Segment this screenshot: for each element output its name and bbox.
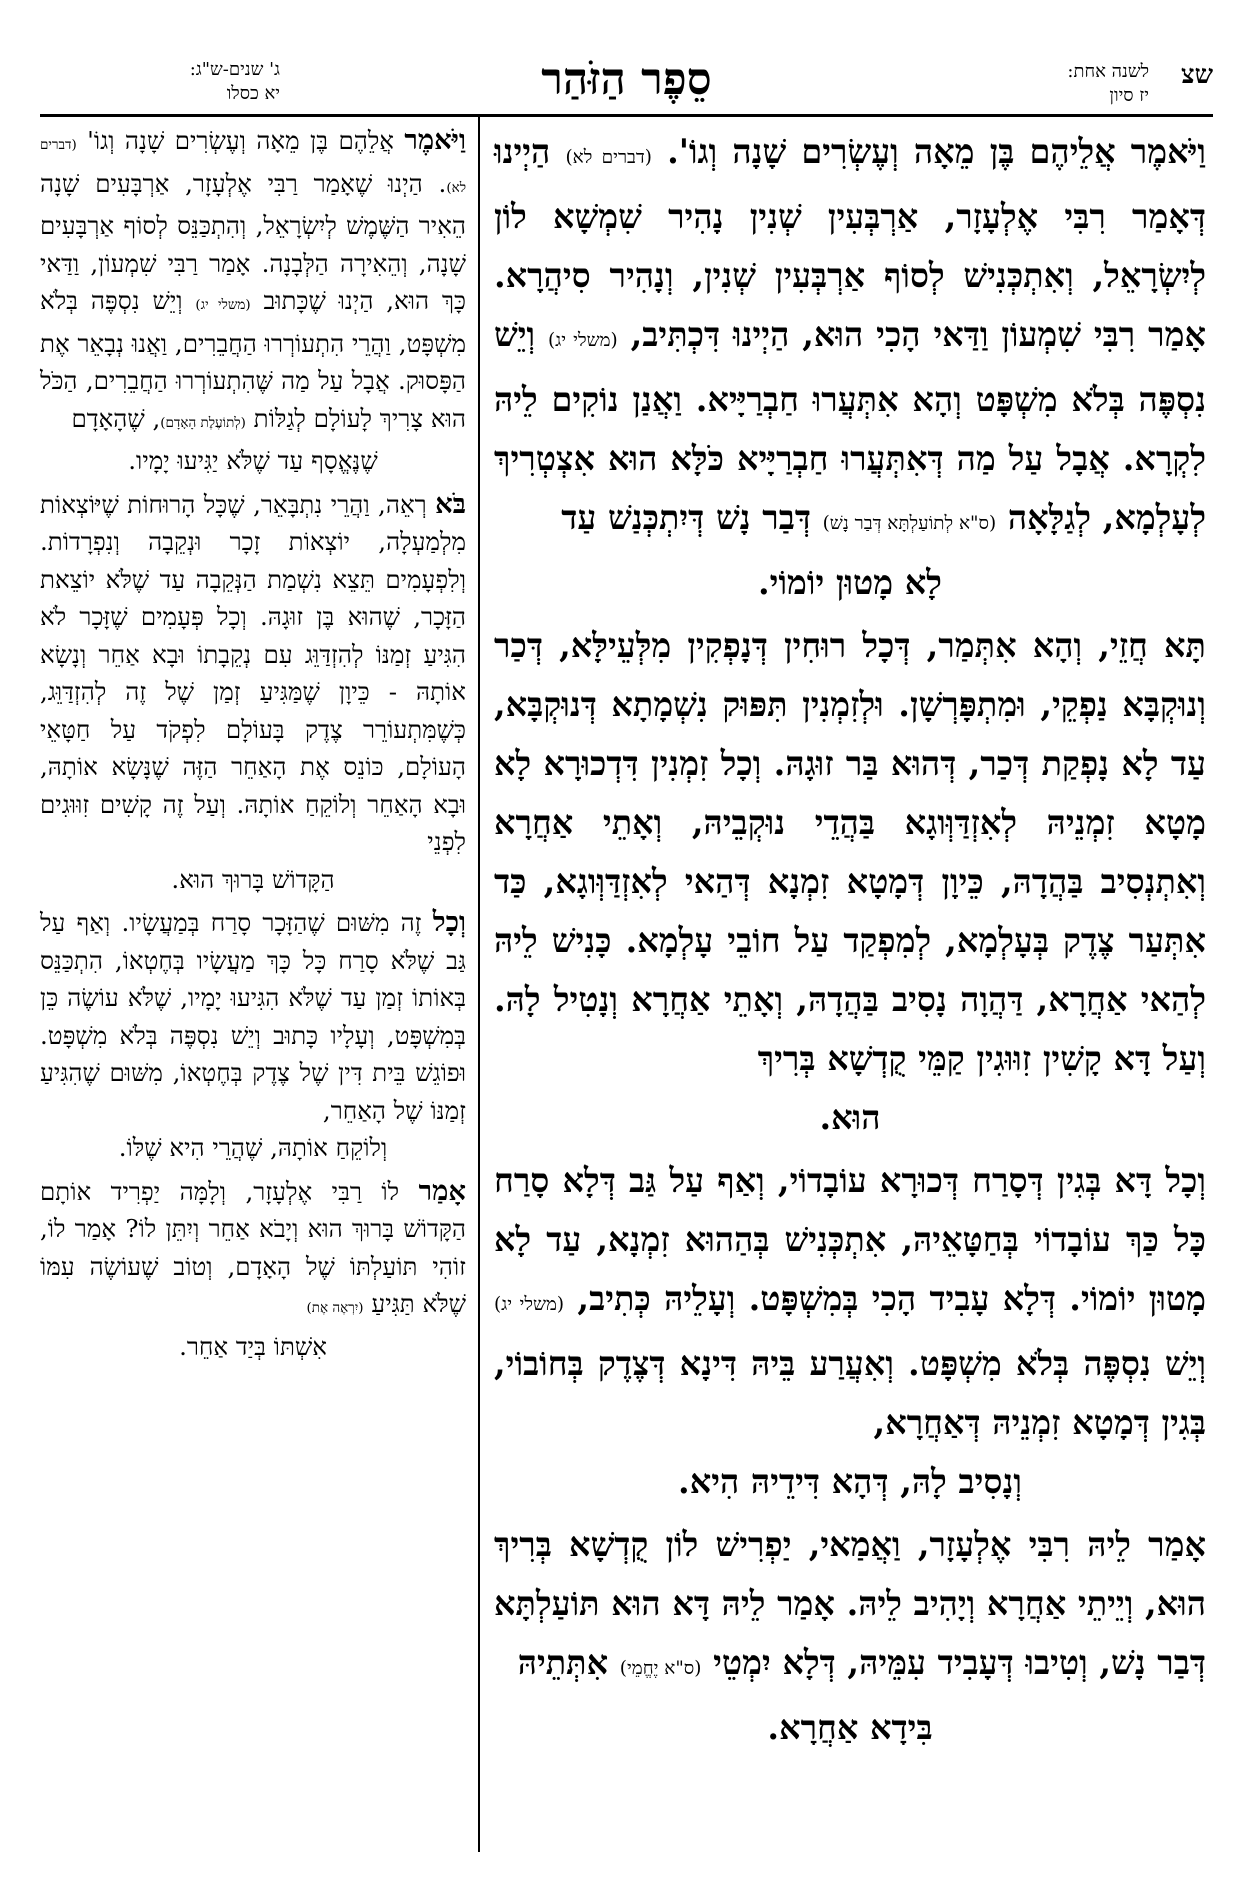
- hebrew-last-line: הַקָּדוֹשׁ בָּרוּךְ הוּא.: [171, 864, 335, 894]
- aramaic-last-line: וְנָסִיב לָהּ, דְּהָא דִּידֵיהּ הִיא.: [678, 1462, 1022, 1501]
- aramaic-text: הַיְינוּ דְּאָמַר רִבִּי אֶלְעָזָר, אַרְבְּעִין שְׁנִין נָהִיר שִׁמְשָׁא לוֹן לְיִשְׂרָאֵל, וְאִתְכְּנִישׁ לְסוֹף אַרְבְּעִין שְׁנִין, וְנָהִיר סִיהֲרָא. אָמַר רִבִּי שִׁמְעוֹן וַדַּאי הָכִי הוּא, הַיְינוּ דִּכְתִּיב,: [494, 132, 1206, 354]
- header-right-date: [1067, 60, 1149, 108]
- hebrew-paragraph-3: [40, 904, 466, 1167]
- aramaic-verse: וַיֹּאמֶר אֲלֵיהֶם בֶּן מֵאָה וְעֶשְׂרִים שָׁנָה וְגוֹ'.: [667, 132, 1206, 171]
- source-reference: (משלי יג): [195, 297, 251, 313]
- hebrew-text: רְאֵה, וַהֲרֵי נִתְבָּאֵר, שֶׁכָּל הָרוּחוֹת שֶׁיּוֹצְאוֹת מִלְמַעְלָה, יוֹצְאוֹת זָכָר וּנְקֵבָה וְנִפְרָדוֹת. וְלִפְעָמִים תֵּצֵא נִשְׁמַת הַנְּקֵבָה עַד שֶׁלֹּא יוֹצֵאת הַזָּכָר, שֶׁהוּא בֶּן זוּגָהּ. וְכָל פְּעָמִים שֶׁזָּכָר לֹא הִגִּיעַ זְמַנּוֹ לְהִזְדַּוֵּג עִם נְקֵבָתוֹ וּבָא אַחֵר וְנָשָׂא אוֹתָהּ - כֵּיוָן שֶׁמַּגִּיעַ זְמַן שֶׁל זֶה לְהִזְדַּוֵּג, כְּשֶׁמִּתְעוֹרֵר צֶדֶק בָּעוֹלָם לִפְקֹד עַל חַטָּאֵי הָעוֹלָם, כּוֹנֵס אֶת הָאַחֵר הַזֶּה שֶׁנָּשָׂא אוֹתָהּ, וּבָא הָאַחֵר וְלוֹקֵחַ אוֹתָהּ. וְעַל זֶה קָשִׁים זִוּוּגִים לִפְנֵי: [40, 489, 466, 856]
- aramaic-column: [494, 122, 1206, 1852]
- variant-reading: (לְתוֹעֶלֶת הָאָדָם): [160, 414, 246, 431]
- hebrew-translation-column: [40, 122, 466, 1852]
- hebrew-text: וְיֵשׁ נִסְפֶּה בְּלֹא מִשְׁפָּט, וַהֲרֵי הִתְעוֹרְרוּ הַחֲבֵרִים, וַאֲנוּ נְבָאֵר אֶת הַפָּסוּק. אֲבָל עַל מַה שֶּׁהִתְעוֹרְרוּ הַחֲבֵרִים, הַכֹּל הוּא צָרִיךְ לָעוֹלָם לְגַלּוֹת: [40, 286, 466, 433]
- hebrew-text: לוֹ רַבִּי אֶלְעָזָר, וְלָמָּה יַפְרִיד אוֹתָם הַקָּדוֹשׁ בָּרוּךְ הוּא וְיָבֹא אַחֵר וְיִתֵּן לוֹ? אָמַר לוֹ, זוֹהִי תּוֹעַלְתּוֹ שֶׁל הָאָדָם, וְטוֹב שֶׁעוֹשֶׂה עִמּוֹ שֶׁלֹּא תַּגִּיעַ: [40, 1176, 466, 1318]
- hebrew-paragraph-4: [40, 1173, 466, 1366]
- hebrew-text: אֲלֵהֶם בֶּן מֵאָה וְעֶשְׂרִים שָׁנָה וְגוֹ': [87, 126, 395, 155]
- page-number: שצ: [1180, 60, 1213, 90]
- aramaic-text: תָּא חֲזֵי, וְהָא אִתְּמַר, דְּכָל רוּחִין דְּנָפְקִין מִלְּעֵילָּא, דְּכַר וְנוּקְבָּא נַפְקֵי, וּמִתְפָּרְשָׁן. וּלְזִמְנִין תִּפּוּק נִשְׁמָתָא דְּנוּקְבָּא, עַד לָא נָפְקַת דְּכַר, דְּהוּא בַּר זוּגָהּ. וְכָל זִמְנִין דִּדְכוּרָא לָא מָטָא זִמְנֵיהּ לְאִזְדַּוְּוגָא בַּהֲדֵי נוּקְבֵיהּ, וְאָתֵי אַחֲרָא וְאִתְנְסִיב בַּהֲדָהּ, כֵּיוָן דְּמָטָא זִמְנָא דְּהַאי לְאִזְדַּוְּוגָא, כַּד אִתְּעַר צֶדֶק בְּעָלְמָא, לְמִפְקַד עַל חוֹבֵי עָלְמָא. כָּנִישׁ לֵיהּ לְהַאי אַחֲרָא, דַּהֲוָה נָסִיב בַּהֲדָהּ, וְאָתֵי אַחֲרָא וְנָטִיל לָהּ. וְעַל דָּא קָשִׁין זִוּוּגִין קַמֵּי קֻדְשָׁא בְּרִיךְ: [494, 626, 1206, 1078]
- aramaic-text: וְיֵשׁ נִסְפֶּה בְּלֹא מִשְׁפָּט וְהָא אִתְּעֲרוּ חַבְרַיָּיא. וַאֲנַן נוֹקִים לֵיהּ לִקְרָא. אֲבָל עַל מַה דְּאִתְּעֲרוּ חַבְרַיָּיא כֹּלָּא הוּא אִצְטְרִיךְ לְעָלְמָא, לְגַלָּאָה: [494, 315, 1206, 537]
- variant-reading: (ס"א יֶחֱמֵי): [619, 1658, 702, 1679]
- header-year-date: יז סיון: [1109, 85, 1149, 106]
- source-reference: (דברים לא): [565, 147, 652, 168]
- hebrew-last-line: אִשְׁתּוֹ בְּיַד אַחֵר.: [179, 1331, 327, 1361]
- header-schedule-label: ג' שנים-ש"ג:: [189, 59, 280, 80]
- source-reference: (משלי יג): [547, 330, 618, 351]
- paragraph-opener: וַיֹּאמֶר: [404, 124, 466, 156]
- aramaic-paragraph-3: [494, 1151, 1206, 1511]
- aramaic-text: אִתְּתֵיהּ: [517, 1643, 609, 1682]
- variant-reading: (ס"א לְתוֹעַלְתָּא דְּבַר נָשׁ): [822, 513, 997, 534]
- paragraph-opener: וְכָל: [432, 906, 466, 938]
- paragraph-opener: בֹּא: [435, 487, 466, 520]
- source-reference: (משלי יג): [494, 1294, 565, 1315]
- hebrew-text: זֶה מִשּׁוּם שֶׁהַזָּכָר סָרַח בְּמַעֲשָׂיו. וְאַף עַל גַּב שֶׁלֹּא סָרַח כָּל כָּךְ מַעֲשָׂיו בְּחֶטְאוֹ, הִתְכַּנֵּס בְּאוֹתוֹ זְמַן עַד שֶׁלֹּא הִגִּיעוּ יָמָיו, שֶׁלֹּא עוֹשֶׂה כֵּן בְּמִשְׁפָּט, וְעָלָיו כָּתוּב וְיֵשׁ נִסְפֶּה בְּלֹא מִשְׁפָּט. וּפוֹגֵשׁ בֵּית דִּין שֶׁל צֶדֶק בְּחֶטְאוֹ, מִשּׁוּם שֶׁהִגִּיעַ זְמַנּוֹ שֶׁל הָאַחֵר,: [40, 908, 466, 1125]
- header-schedule-date: יא כסלו: [226, 83, 280, 104]
- aramaic-text: וְכָל דָּא בְּגִין דְּסָרַח דְּכוּרָא עוֹבָדוֹי, וְאַף עַל גַּב דְּלָא סָרַח כָּל כַּךְ עוֹבָדוֹי בְּחַטָּאֵיהּ, אִתְכְּנִישׁ בְּהַהוּא זִמְנָא, עַד לָא מָטוּן יוֹמוֹי. דְּלָא עָבִיד הָכִי בְּמִשְׁפָּט. וְעָלֵיהּ כְּתִיב,: [494, 1161, 1207, 1318]
- aramaic-last-line: הוּא.: [819, 1098, 881, 1137]
- hebrew-paragraph-1: [40, 122, 466, 480]
- aramaic-last-line: בִּידָא אַחֲרָא.: [767, 1708, 933, 1747]
- column-divider: [478, 117, 480, 1852]
- book-title: סֵפֶר הַזֹּהַר: [541, 54, 712, 105]
- hebrew-paragraph-2: [40, 486, 466, 899]
- aramaic-paragraph-2: [494, 616, 1206, 1147]
- page-header: [40, 52, 1213, 114]
- aramaic-last-line: לָא מָטוּן יוֹמוֹי.: [758, 563, 942, 602]
- hebrew-text: , שֶׁהָאָדָם: [71, 403, 161, 433]
- hebrew-last-line: וְלוֹקֵחַ אוֹתָהּ, שֶׁהֲרֵי הִיא שֶׁלּוֹ.: [118, 1133, 388, 1162]
- aramaic-paragraph-4: [494, 1515, 1206, 1757]
- source-reference: (דברים לא): [40, 137, 466, 196]
- hebrew-last-line: שֶׁנֶּאֱסָף עַד שֶׁלֹּא יַגִּיעוּ יָמָיו.: [128, 446, 378, 475]
- header-rule: [40, 114, 1213, 117]
- aramaic-text: דְּבַר נָשׁ דְּיִתְכְּנַשׁ עַד: [561, 498, 811, 537]
- header-year-label: לשנה אחת:: [1067, 61, 1149, 82]
- aramaic-text: וְיֵשׁ נִסְפֶּה בְּלֹא מִשְׁפָּט. וְאִעֲרַע בֵּיהּ דִּינָא דְּצֶדֶק בְּחוֹבוֹי, בְּגִין דְּמָטָא זִמְנֵיהּ דְּאַחֲרָא,: [494, 1344, 1206, 1442]
- hebrew-text: . הַיְנוּ שֶׁאָמַר רַבִּי אֶלְעָזָר, אַרְבָּעִים שָׁנָה הֵאִיר הַשֶּׁמֶשׁ לְיִשְׂרָאֵל, וְהִתְכַּנֵּס לְסוֹף אַרְבָּעִים שָׁנָה, וְהֵאִירָה הַלְּבָנָה. אָמַר רַבִּי שִׁמְעוֹן, וַדַּאי כָּךְ הוּא, הַיְנוּ שֶׁכָּתוּב: [40, 168, 466, 315]
- aramaic-text: אָמַר לֵיהּ רִבִּי אֶלְעָזָר, וַאֲמַאי, יַפְרִישׁ לוֹן קֻדְשָׁא בְּרִיךְ הוּא, וְיֵיתֵי אַחֲרָא וְיָהִיב לֵיהּ. אָמַר לֵיהּ דָּא הוּא תּוֹעַלְתָּא דְּבַר נָשׁ, וְטִיבוּ דְּעָבִיד עִמֵּיהּ, דְּלָא יִמְטֵי: [494, 1525, 1206, 1682]
- paragraph-opener: אָמַר: [418, 1174, 466, 1207]
- variant-reading: (יִרְאֶה אֶת): [306, 1300, 364, 1316]
- aramaic-paragraph-1: [494, 122, 1206, 612]
